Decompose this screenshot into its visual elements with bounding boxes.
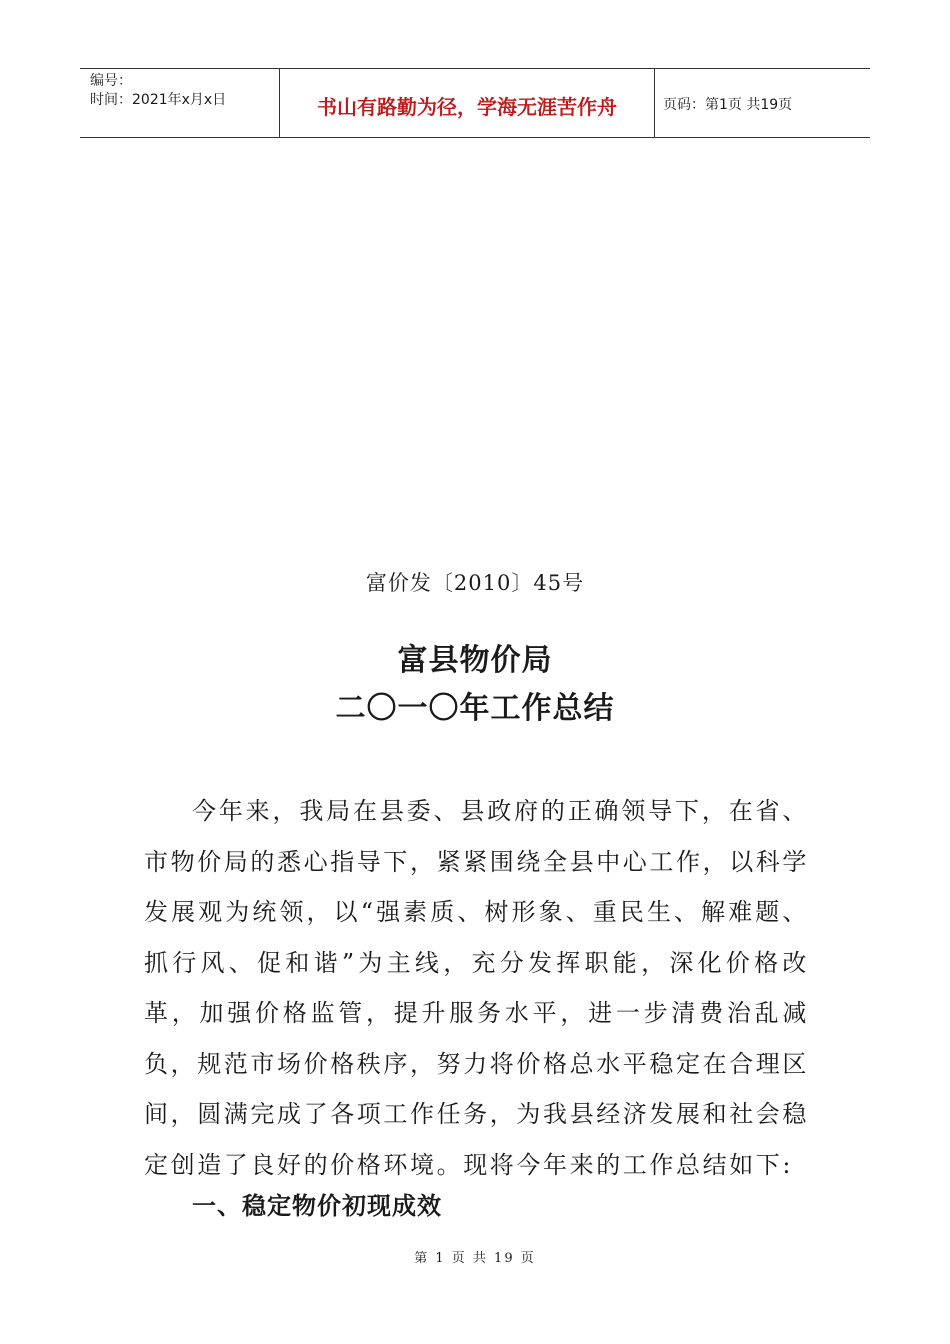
header-meta [80,69,280,137]
document-title-line1: 富县物价局 [397,643,553,678]
page-footer: 第 1 页 共 19 页 [414,1251,536,1266]
header-page-info: 页码：第1页 共19页 [663,97,793,113]
document-number: 富价发〔2010〕45号 [365,571,585,595]
number-label: 编号： [90,73,132,89]
intro-paragraph: 今年来，我局在县委、县政府的正确领导下，在省、市物价局的悉心指导下，紧紧围绕全县中心工作，以科学发展观为统领，以“强素质、树形象、重民生、解难题、抓行风、促和谐”为主线，充分发挥职能，深化价格改革，加强价格监管，提升服务水平，进一步清费治乱减负，规范市场价格秩序，努力将价格总水平稳定在合理区间，圆满完成了各项工作任务，为我县经济发展和社会稳定创造了良好的价格环境。现将今年来的工作总结如下: [144,797,809,1179]
time-label: 时间：2021年x月x日 [90,92,227,108]
document-title-line2: 二〇一〇年工作总结 [335,691,615,726]
page-header [80,68,870,138]
section-heading: 一、稳定物价初现成效 [192,1192,442,1220]
header-motto: 书山有路勤为径，学海无涯苦作舟 [280,69,655,137]
